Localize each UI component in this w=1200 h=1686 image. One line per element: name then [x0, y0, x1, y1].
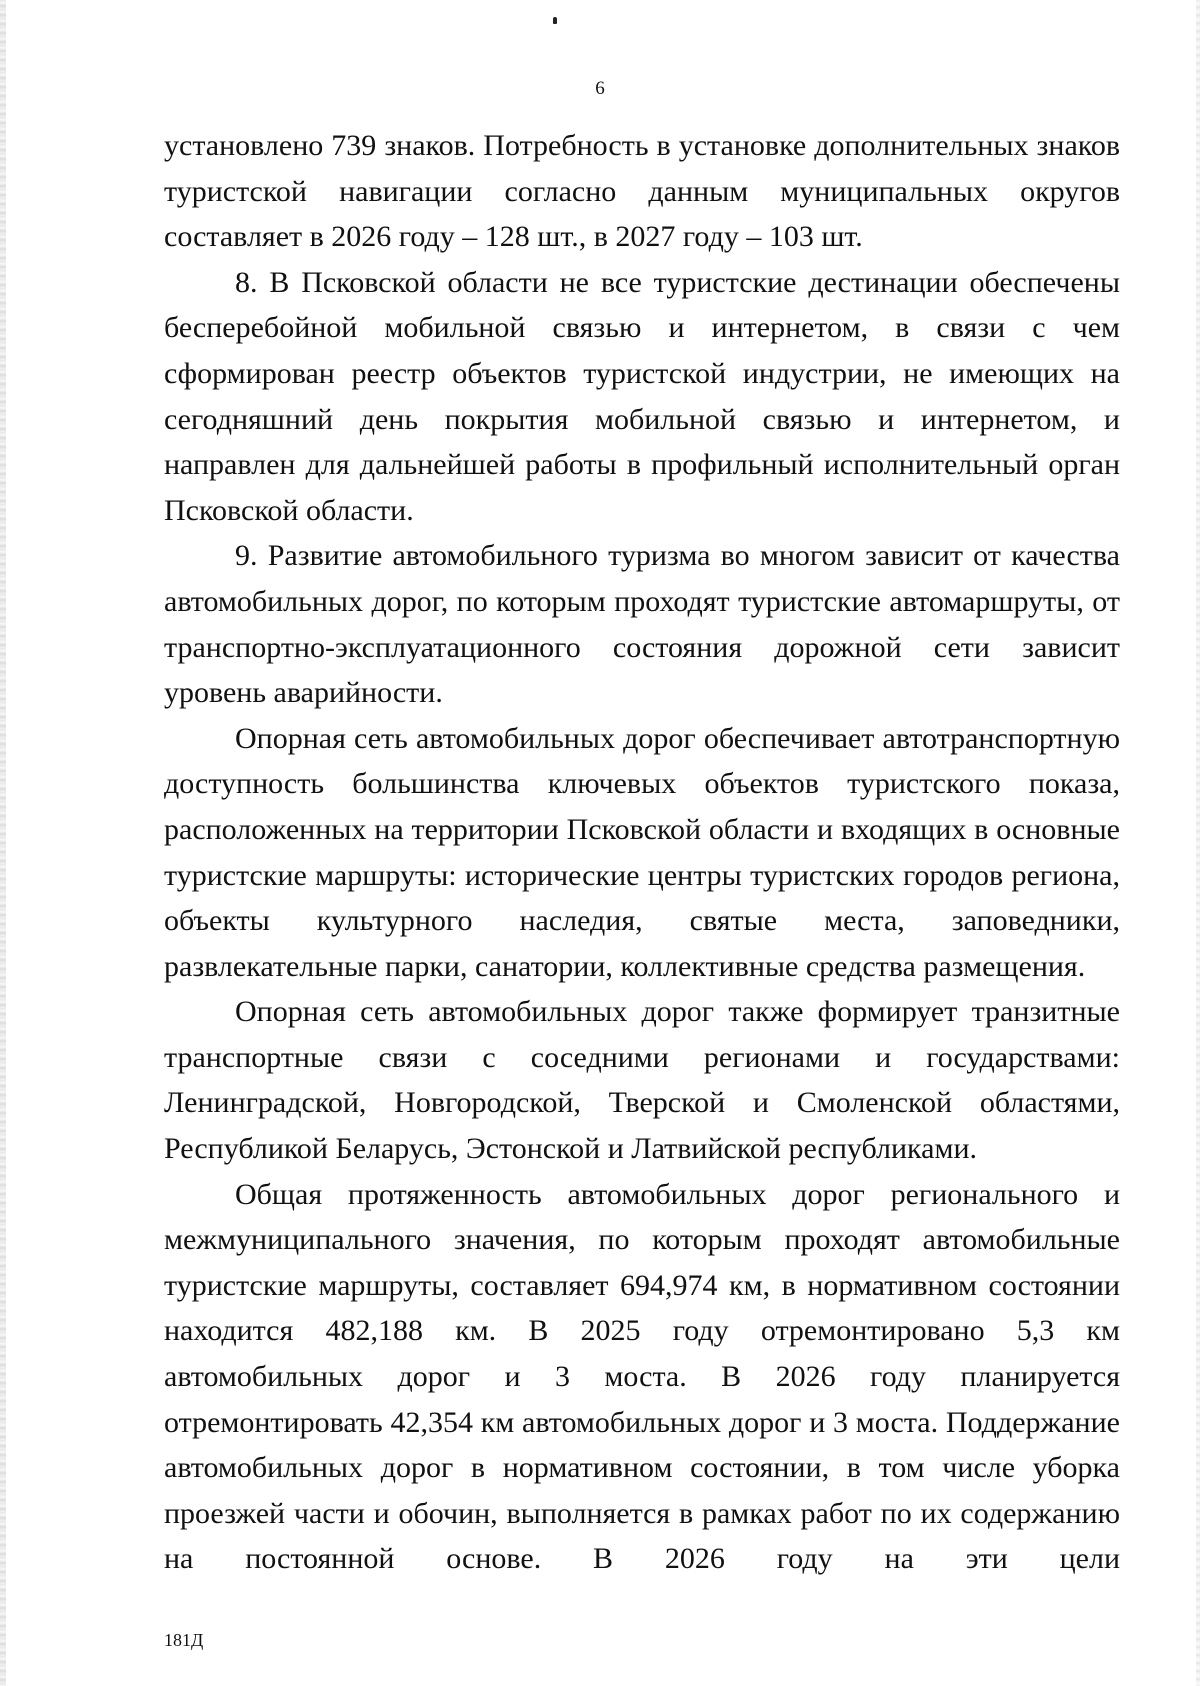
document-body	[164, 123, 1120, 1582]
paragraph-item-8: 8. В Псковской области не все туристские дестинации обеспечены бесперебойной мобильной связью и интернетом, в связи с чем сформирован реестр объектов туристской индустрии, не имеющих на сегодняшний день покрытия мобильной связью и интернетом, и направлен для дальнейшей работы в профильный исполнительный орган Псковской области.	[164, 265, 1120, 527]
paragraph-road-network: Опорная сеть автомобильных дорог обеспечивает автотранспортную доступность большинства ключевых объектов туристского показа, расположенных на территории Псковской области и входящих в основные туристские маршруты: исторические центры туристских городов региона, объекты культурного наследия, святые места, заповедники, развлекательные парки, санатории, коллективные средства размещения.	[164, 721, 1120, 983]
paragraph-item-9: 9. Развитие автомобильного туризма во многом зависит от качества автомобильных дорог, по которым проходят туристские автомаршруты, от транспортно-эксплуатационного состояния дорожной сети зависит уровень аварийности.	[164, 539, 1120, 710]
scan-edge-right	[1196, 0, 1200, 1686]
page-number: 6	[595, 78, 605, 99]
paragraph-continuation: установлено 739 знаков. Потребность в установке дополнительных знаков туристской навигации согласно данным муниципальных округов составляет в 2026 году – 128 шт., в 2027 году – 103 шт.	[164, 129, 1120, 254]
scan-edge-left	[0, 0, 6, 1686]
document-code: 181Д	[164, 1630, 204, 1650]
paragraph-road-length: Общая протяженность автомобильных дорог регионального и межмуниципального значения, по которым проходят автомобильные туристские маршруты, составляет 694,974 км, в нормативном состоянии находится 482,188 км. В 2025 году отремонтировано 5,3 км автомобильных дорог и 3 моста. В 2026 году планируется отремонтировать 42,354 км автомобильных дорог и 3 моста. Поддержание автомобильных дорог в нормативном состоянии, в том числе уборка проезжей части и обочин, выполняется в рамках работ по их содержанию на постоянной основе. В 2026 году на эти цели	[164, 1177, 1120, 1576]
scan-speck	[553, 17, 557, 24]
paragraph-transit-links: Опорная сеть автомобильных дорог также формирует транзитные транспортные связи с соседними регионами и государствами: Ленинградской, Новгородской, Тверской и Смоленской областями, Республикой Беларусь, Эстонской и Латвийской республиками.	[164, 995, 1120, 1166]
